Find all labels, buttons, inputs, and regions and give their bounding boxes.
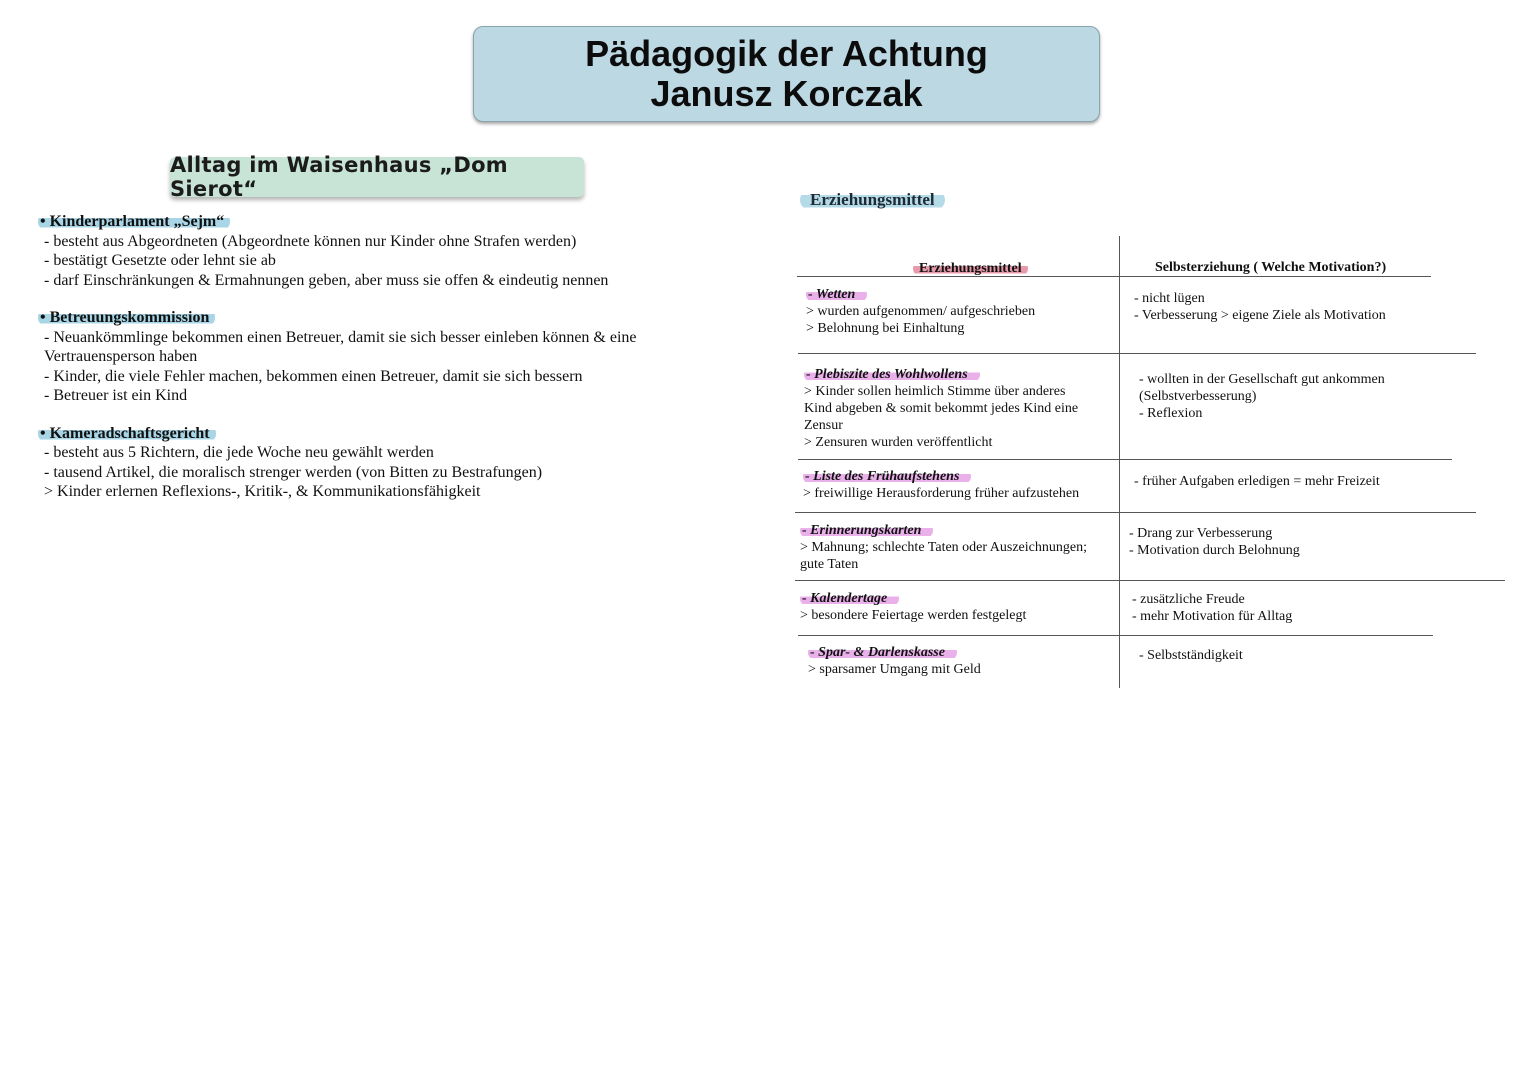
- left-column: [40, 212, 724, 520]
- section-line: - Kinder, die viele Fehler machen, bekommen einen Betreuer, damit sie sich bessern: [44, 367, 583, 385]
- section-line: - Betreuer ist ein Kind: [44, 387, 188, 404]
- motivation-line: - Reflexion: [1139, 406, 1203, 421]
- motivation-line: - mehr Motivation für Alltag: [1132, 609, 1293, 624]
- table-row-kalendertage: [800, 590, 1116, 624]
- section-line: - tausend Artikel, die moralisch strenger werden (von Bitten zu Bestrafungen): [44, 463, 543, 481]
- right-section-header: Erziehungsmittel: [800, 190, 945, 210]
- page-title: [473, 26, 1100, 122]
- section-heading: • Kinderparlament „Sejm“: [38, 213, 230, 230]
- row-desc: > besondere Feiertage werden festgelegt: [800, 608, 1027, 623]
- table-row-rule: [798, 459, 1452, 460]
- section-line: Vertrauensperson haben: [44, 348, 198, 365]
- header-label: Erziehungsmittel: [913, 261, 1028, 276]
- table-row-erinnerungskarten: [800, 522, 1116, 573]
- row-desc: > Mahnung; schlechte Taten oder Auszeichnungen;: [800, 540, 1087, 555]
- row-title: - Wetten: [806, 287, 867, 302]
- section-line: - besteht aus 5 Richtern, die jede Woche neu gewählt werden: [44, 444, 434, 461]
- section-line: - Neuankömmlinge bekommen einen Betreuer, damit sie sich besser einleben können & eine: [44, 328, 637, 346]
- row-title: - Plebiszite des Wohlwollens: [804, 367, 980, 382]
- motivation-line: - Drang zur Verbesserung: [1129, 526, 1273, 541]
- title-line-2: Janusz Korczak: [650, 73, 923, 114]
- table-row-rule: [795, 580, 1505, 581]
- row-desc: > wurden aufgenommen/ aufgeschrieben: [806, 304, 1036, 319]
- section-heading: • Kameradschaftsgericht: [38, 425, 216, 442]
- table-row-wetten: [806, 286, 1116, 337]
- row-motivation-plebiszite: [1139, 371, 1499, 422]
- row-motivation-sparkasse: [1139, 647, 1499, 664]
- row-motivation-wetten: [1134, 290, 1494, 324]
- motivation-line: - Motivation durch Belohnung: [1129, 543, 1300, 558]
- row-desc: Kind abgeben & somit bekommt jedes Kind eine: [804, 401, 1079, 416]
- table-row-sparkasse: [808, 644, 1116, 678]
- table-row-rule: [795, 512, 1476, 513]
- table-column-divider: [1119, 236, 1120, 688]
- table-header-erziehungsmittel: [913, 260, 1028, 277]
- section-line: - darf Einschränkungen & Ermahnungen geben, aber muss sie offen & eindeutig nennen: [44, 271, 609, 289]
- motivation-line: (Selbstverbesserung): [1139, 389, 1257, 404]
- section-line: > Kinder erlernen Reflexions-, Kritik-, & Kommunikationsfähigkeit: [44, 483, 481, 500]
- table-row-rule: [798, 353, 1476, 354]
- table-header-rule: [797, 276, 1431, 277]
- section-kameradschaftsgericht: [40, 424, 724, 502]
- motivation-line: - Verbesserung > eigene Ziele als Motivation: [1134, 308, 1386, 323]
- motivation-line: - nicht lügen: [1134, 291, 1205, 306]
- section-betreuungskommission: [40, 308, 724, 406]
- row-motivation-erinnerungskarten: [1129, 525, 1489, 559]
- left-section-header: Alltag im Waisenhaus „Dom Sierot“: [170, 157, 584, 197]
- row-desc: > sparsamer Umgang mit Geld: [808, 662, 981, 677]
- row-motivation-fruehaufstehen: [1134, 473, 1494, 490]
- row-desc: > freiwillige Herausforderung früher aufzustehen: [803, 486, 1080, 501]
- row-desc: > Belohnung bei Einhaltung: [806, 321, 965, 336]
- table-header-selbsterziehung: Selbsterziehung ( Welche Motivation?): [1155, 260, 1387, 275]
- row-desc: Zensur: [804, 418, 843, 433]
- table-row-plebiszite: [804, 366, 1116, 451]
- table-row-rule: [798, 635, 1433, 636]
- motivation-line: - zusätzliche Freude: [1132, 592, 1245, 607]
- row-motivation-kalendertage: [1132, 591, 1492, 625]
- section-kinderparlament: [40, 212, 724, 290]
- row-desc: > Zensuren wurden veröffentlicht: [804, 435, 993, 450]
- row-title: - Kalendertage: [800, 591, 899, 606]
- row-title: - Spar- & Darlenskasse: [808, 645, 957, 660]
- row-desc: gute Taten: [800, 557, 859, 572]
- motivation-line: - früher Aufgaben erledigen = mehr Freizeit: [1134, 474, 1380, 489]
- row-title: - Liste des Frühaufstehens: [803, 469, 971, 484]
- title-line-1: Pädagogik der Achtung: [585, 33, 988, 74]
- row-desc: > Kinder sollen heimlich Stimme über anderes: [804, 384, 1066, 399]
- motivation-line: - wollten in der Gesellschaft gut ankommen: [1139, 372, 1385, 387]
- table-row-fruehaufstehen: [803, 468, 1115, 502]
- motivation-line: - Selbstständigkeit: [1139, 648, 1243, 663]
- section-line: - besteht aus Abgeordneten (Abgeordnete können nur Kinder ohne Strafen werden): [44, 232, 577, 250]
- row-title: - Erinnerungskarten: [800, 523, 933, 538]
- section-heading: • Betreuungskommission: [38, 309, 215, 326]
- section-line: - bestätigt Gesetzte oder lehnt sie ab: [44, 252, 276, 269]
